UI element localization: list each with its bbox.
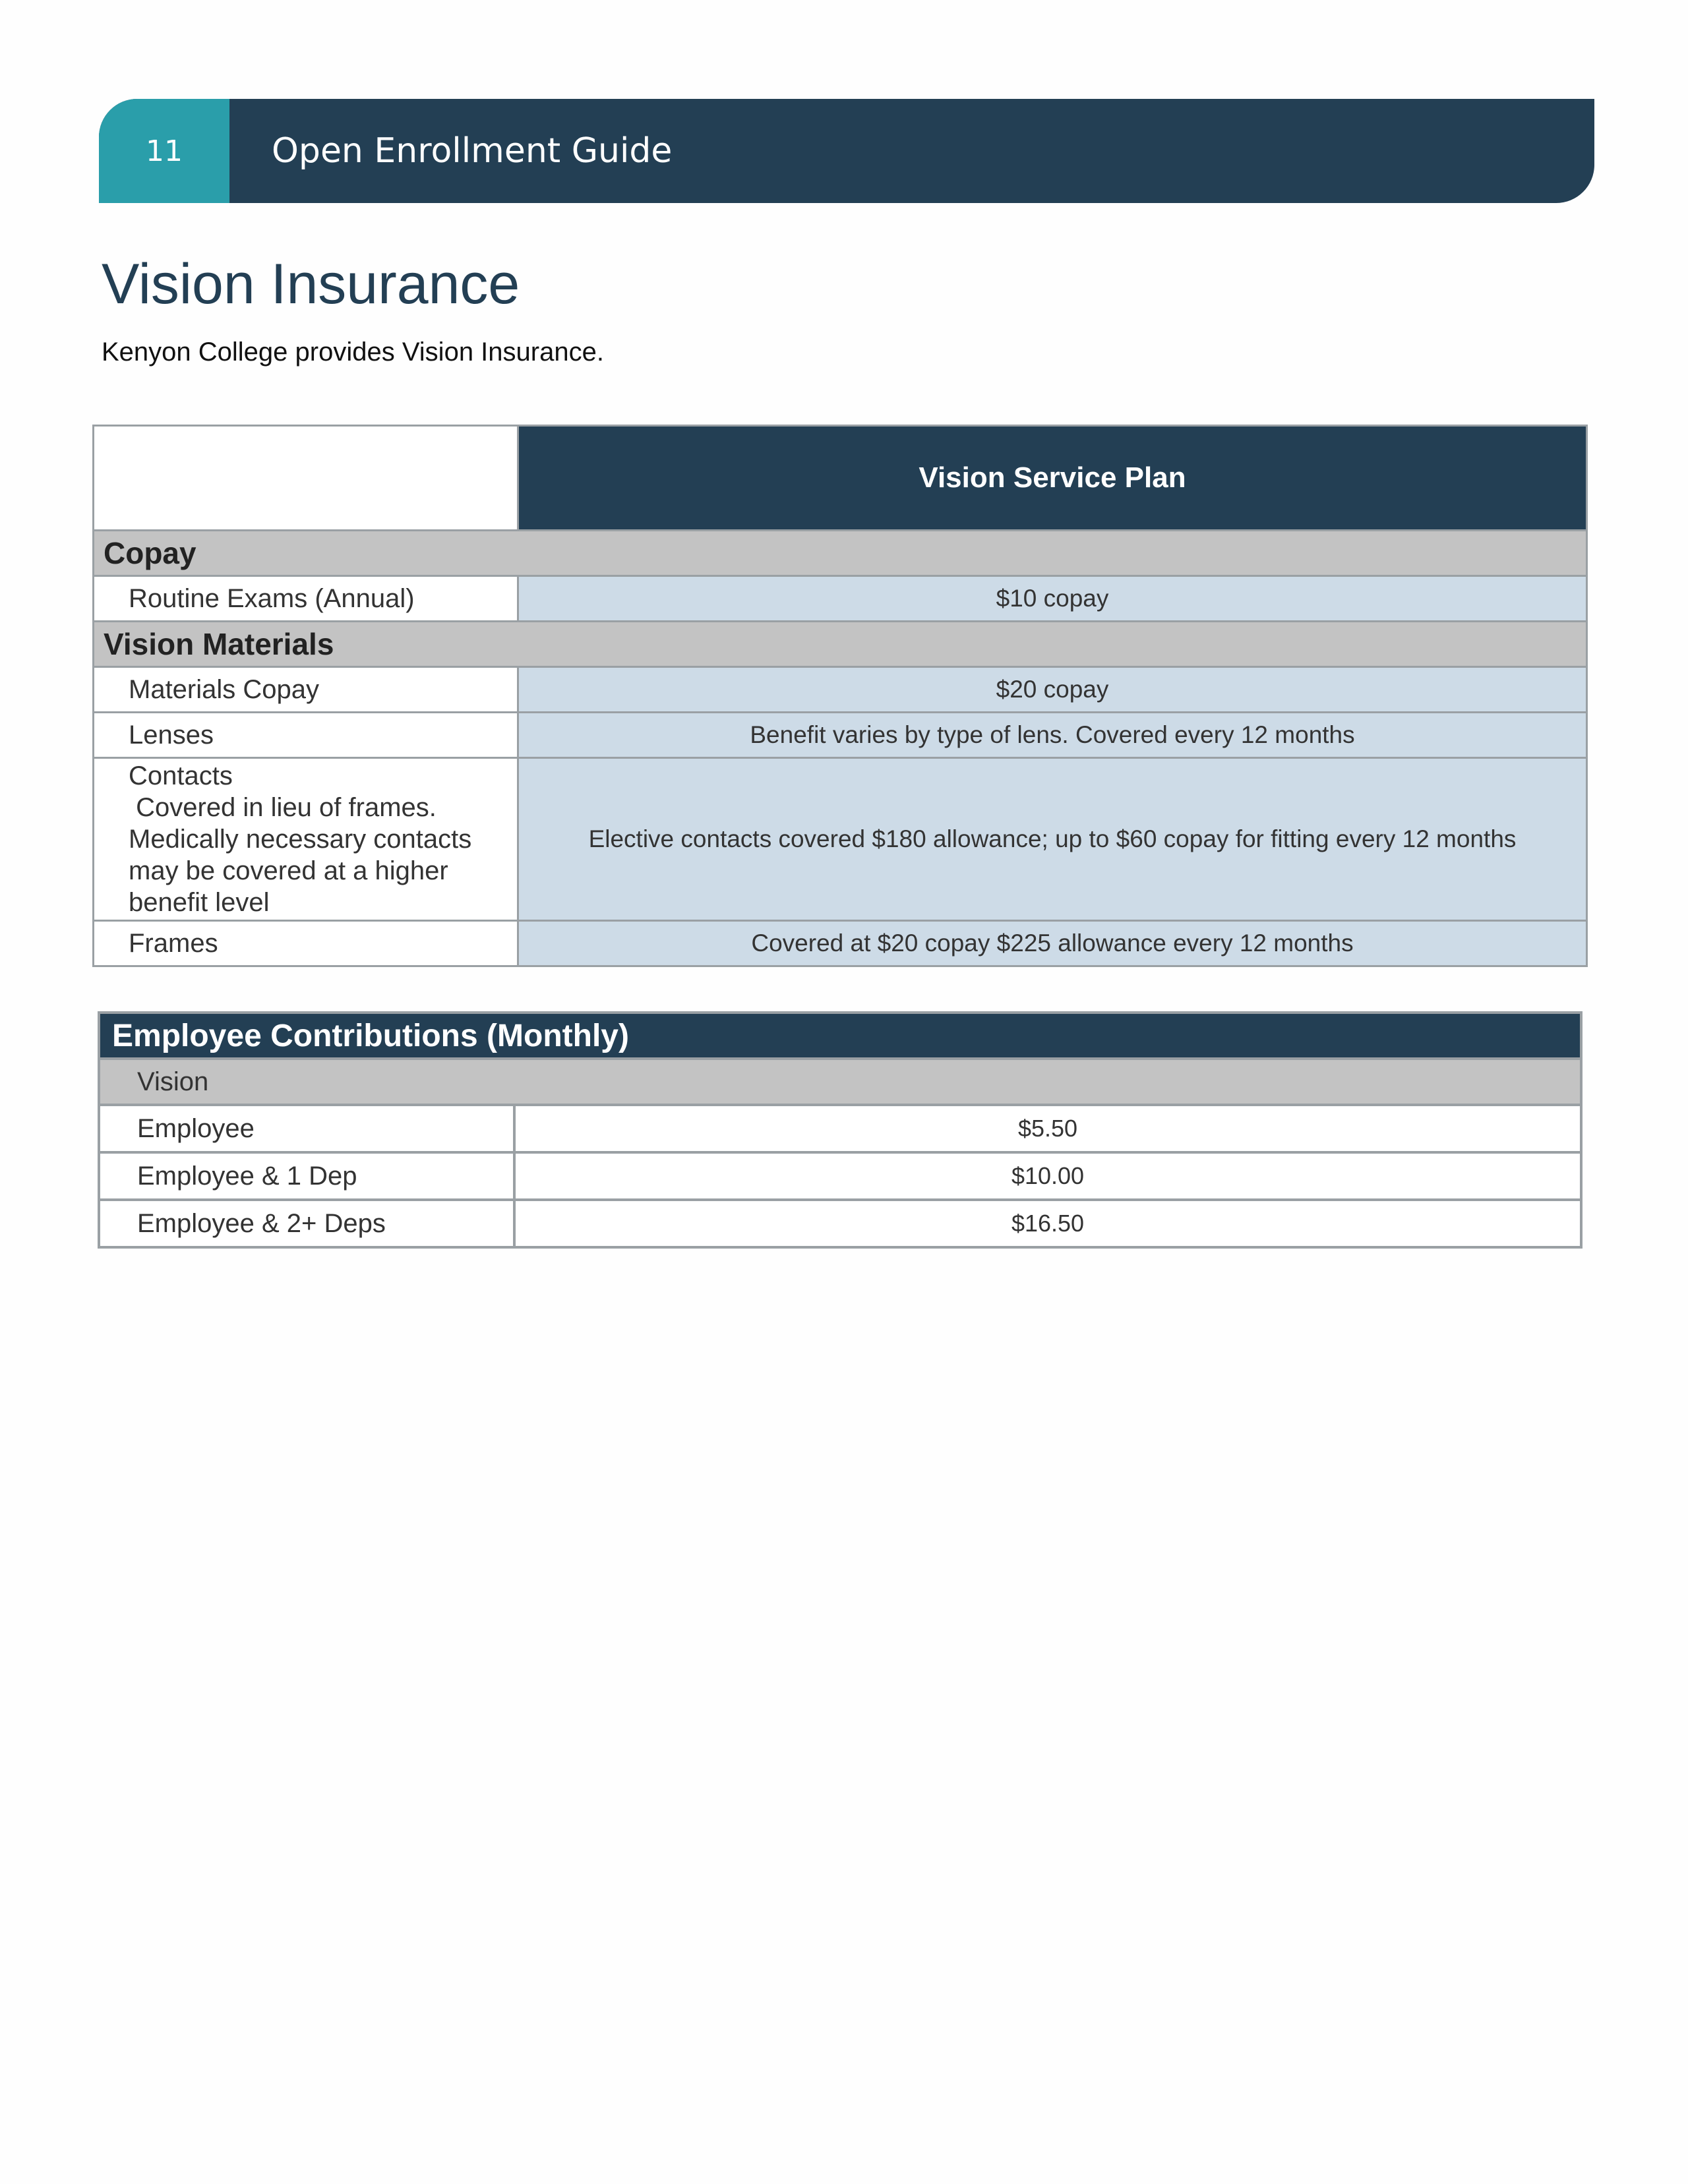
vision-plan-table [92,425,1588,967]
group-header-copay: Copay [94,531,1587,576]
contributions-subheader: Vision [99,1059,1581,1105]
row-label: Materials Copay [94,667,518,713]
table-row [94,576,1587,622]
table-row [94,713,1587,758]
row-value: Benefit varies by type of lens. Covered every 12 months [518,713,1587,758]
label-line: Medically necessary contacts [129,825,472,854]
tier-amount: $5.50 [514,1105,1581,1152]
row-label: Frames [94,921,518,966]
row-label: Lenses [94,713,518,758]
row-value: $20 copay [518,667,1587,713]
table-row [94,667,1587,713]
row-label: Routine Exams (Annual) [94,576,518,622]
group-header-vision-materials: Vision Materials [94,622,1587,667]
label-line: may be covered at a higher [129,856,448,885]
section-title: Vision Insurance [102,252,520,316]
page-number: 11 [99,99,229,203]
label-line: Contacts [129,761,233,790]
table-row [94,921,1587,966]
header-banner [99,99,1594,203]
row-value: Elective contacts covered $180 allowance; up to $60 copay for fitting every 12 months [518,758,1587,921]
contributions-title: Employee Contributions (Monthly) [99,1013,1581,1059]
plan-name-header: Vision Service Plan [518,426,1587,531]
row-value: $10 copay [518,576,1587,622]
tier-amount: $16.50 [514,1200,1581,1247]
contributions-table [98,1011,1582,1249]
tier-label: Employee & 2+ Deps [99,1200,514,1247]
table-row [99,1105,1581,1152]
table-row [99,1200,1581,1247]
table-row [94,758,1587,921]
intro-text: Kenyon College provides Vision Insurance. [102,338,604,367]
tier-label: Employee & 1 Dep [99,1152,514,1200]
table-row [99,1152,1581,1200]
tier-label: Employee [99,1105,514,1152]
row-label-contacts [94,758,518,921]
label-line: Covered in lieu of frames. [129,793,437,822]
tier-amount: $10.00 [514,1152,1581,1200]
guide-title: Open Enrollment Guide [272,131,673,171]
table-corner-cell [94,426,518,531]
row-value: Covered at $20 copay $225 allowance every 12 months [518,921,1587,966]
label-line: benefit level [129,888,270,917]
